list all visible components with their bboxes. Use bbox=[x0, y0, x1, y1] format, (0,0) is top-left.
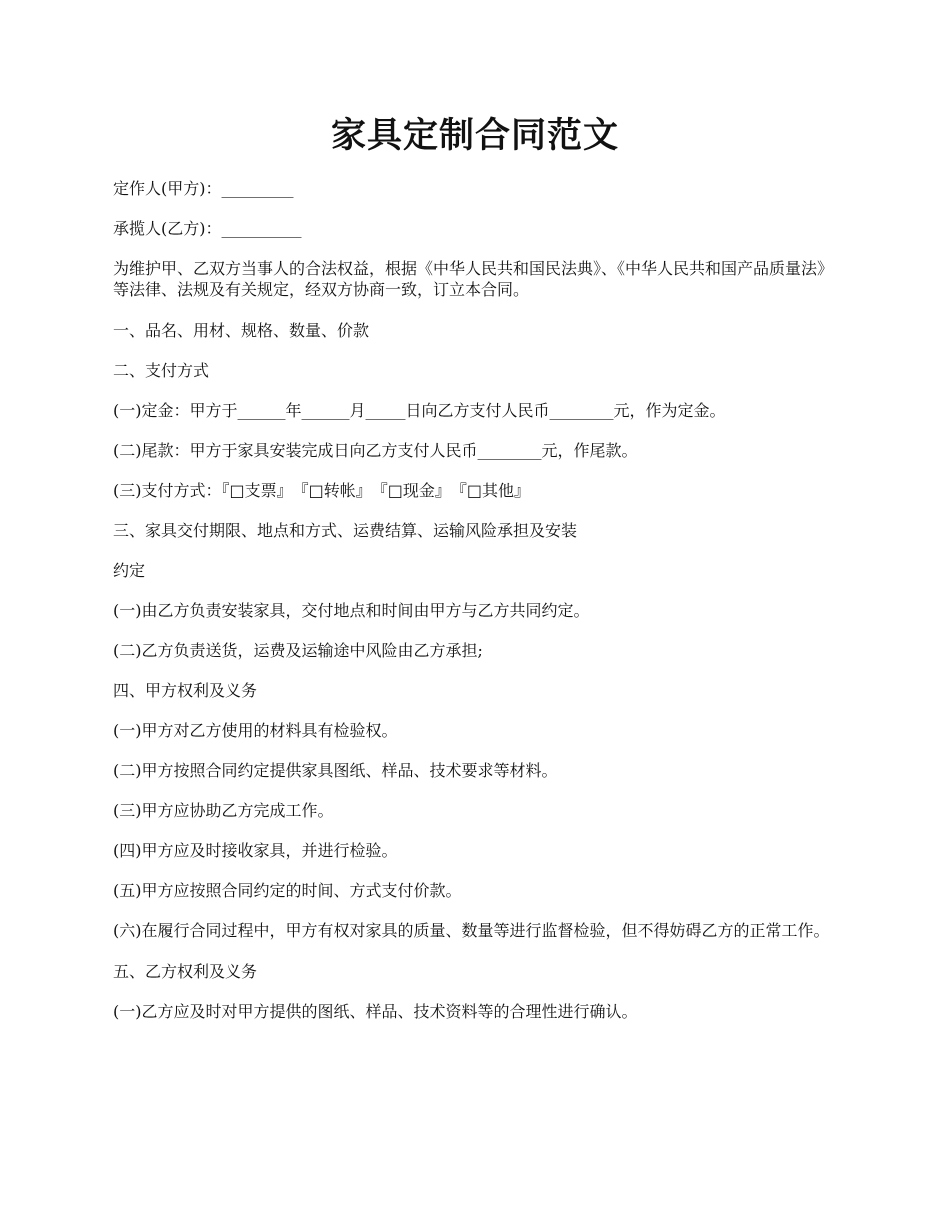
party-b-line: 承揽人(乙方)：__________ bbox=[113, 219, 302, 238]
section-heading-3: 三、家具交付期限、地点和方式、运费结算、运输风险承担及安装 bbox=[113, 521, 578, 540]
section-heading-3-continued: 约定 bbox=[113, 561, 146, 580]
document-title: 家具定制合同范文 bbox=[330, 115, 619, 156]
party-a-line: 定作人(甲方)：_________ bbox=[113, 179, 294, 198]
document-body bbox=[113, 178, 843, 1041]
party-a-clause-4: (四)甲方应及时接收家具，并进行检验。 bbox=[113, 841, 398, 860]
party-a-clause-1: (一)甲方对乙方使用的材料具有检验权。 bbox=[113, 721, 398, 740]
deposit-clause: (一)定金：甲方于______年______月_____日向乙方支付人民币________元，作为定金。 bbox=[113, 401, 726, 420]
preamble-paragraph: 为维护甲、乙双方当事人的合法权益，根据《中华人民共和国民法典》、《中华人民共和国产品质量法》等法律、法规及有关规定，经双方协商一致，订立本合同。 bbox=[113, 259, 834, 299]
balance-clause: (二)尾款：甲方于家具安装完成日向乙方支付人民币________元，作尾款。 bbox=[113, 441, 638, 460]
section-heading-4: 四、甲方权利及义务 bbox=[113, 681, 258, 700]
installation-clause: (一)由乙方负责安装家具，交付地点和时间由甲方与乙方共同约定。 bbox=[113, 601, 590, 620]
section-heading-5: 五、乙方权利及义务 bbox=[113, 962, 258, 981]
party-b-clause-1: (一)乙方应及时对甲方提供的图纸、样品、技术资料等的合理性进行确认。 bbox=[113, 1002, 638, 1021]
party-a-clause-3: (三)甲方应协助乙方完成工作。 bbox=[113, 801, 334, 820]
section-heading-1: 一、品名、用材、规格、数量、价款 bbox=[113, 321, 370, 340]
delivery-clause: (二)乙方负责送货，运费及运输途中风险由乙方承担; bbox=[113, 641, 483, 660]
party-a-clause-5: (五)甲方应按照合同约定的时间、方式支付价款。 bbox=[113, 881, 462, 900]
section-heading-2: 二、支付方式 bbox=[113, 361, 210, 380]
payment-method-clause: (三)支付方式：『□支票』 『□转帐』 『□现金』 『□其他』 bbox=[113, 481, 530, 500]
party-a-clause-2: (二)甲方按照合同约定提供家具图纸、样品、技术要求等材料。 bbox=[113, 761, 558, 780]
party-a-clause-6: (六)在履行合同过程中，甲方有权对家具的质量、数量等进行监督检验，但不得妨碍乙方的正常工作。 bbox=[113, 921, 830, 940]
